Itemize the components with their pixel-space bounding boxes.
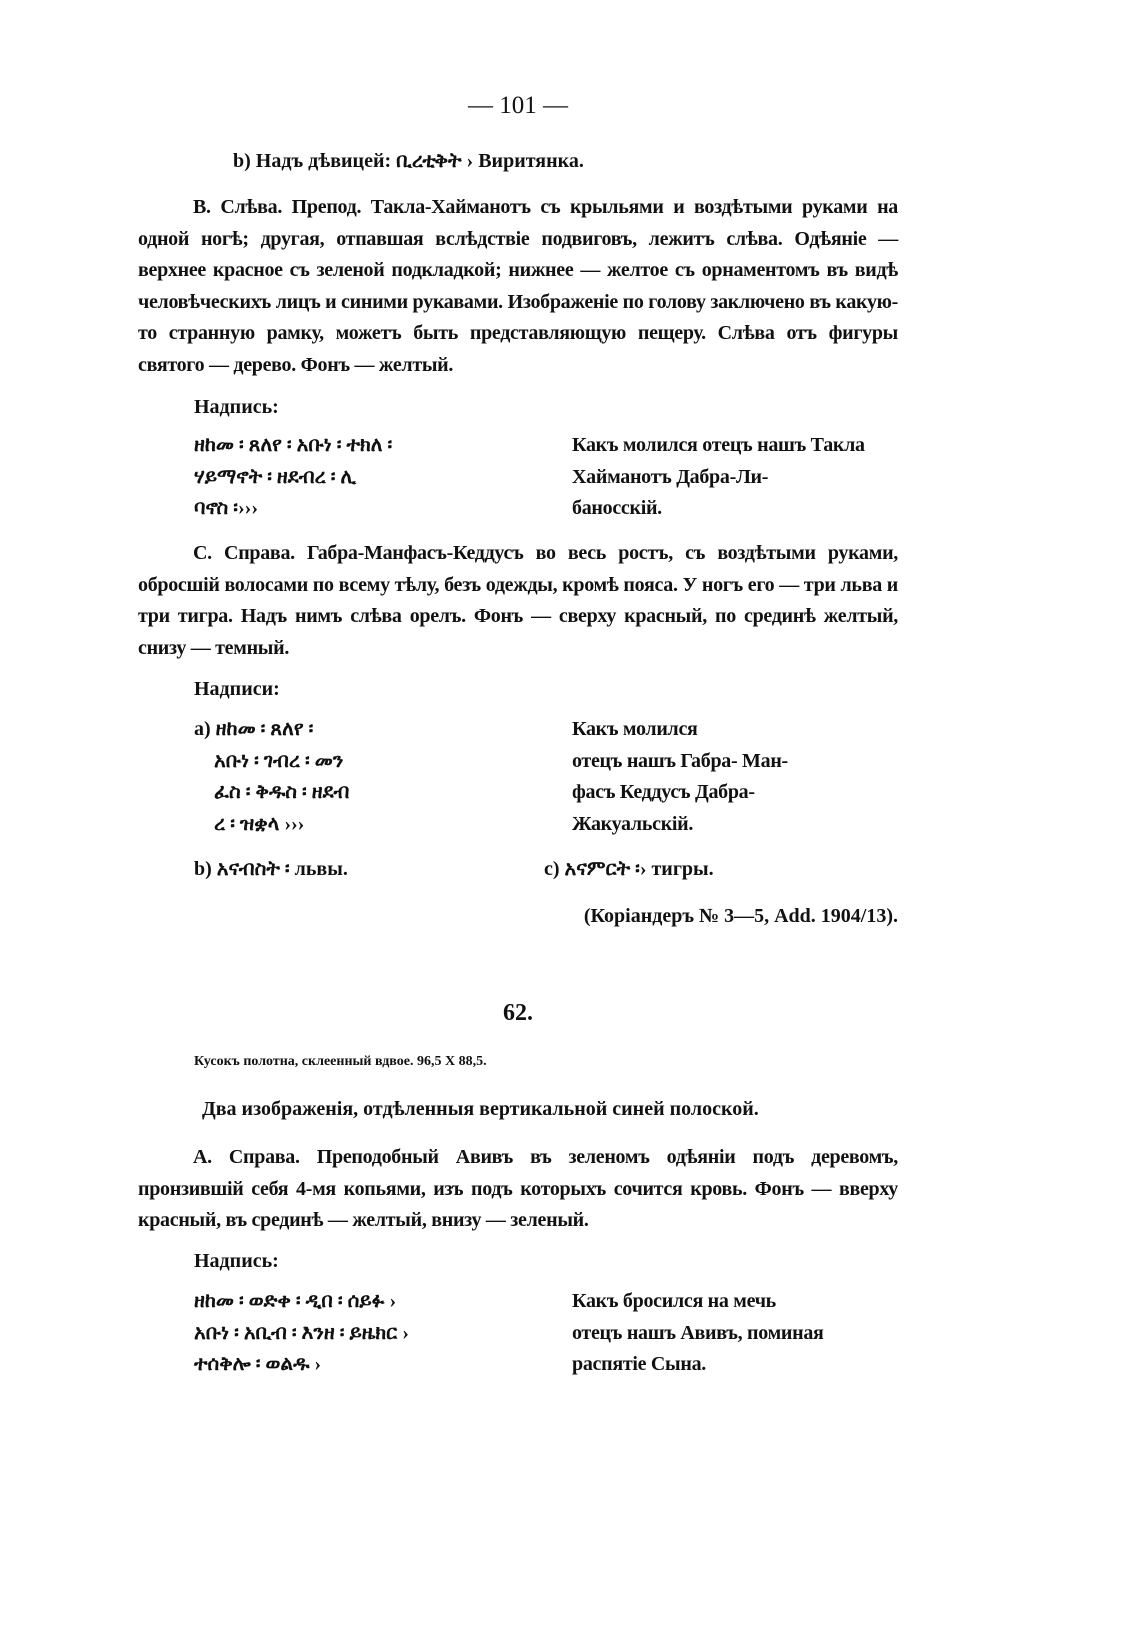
page-number: — 101 — (468, 92, 568, 119)
caption-russian: Виритянка. (478, 150, 584, 172)
intro-text: Два изображенія, отдѣленныя вертикальной синей полоской. (202, 1098, 759, 1120)
section-b-text: В. Слѣва. Препод. Такла-Хайманотъ съ крыльями и воздѣтыми руками на одной ногѣ; другая, отпавшая вслѣдствіе подвиговъ, лежитъ слѣва. Одѣяніе — верхнее красное съ зеленой подкладкой; нижнее — желтое съ орнаментомъ въ видѣ человѣческихъ лицъ и синими рукавами. Изображеніе по голову заключено въ какую-то странную рамку, можетъ быть представляющую пещеру. Слѣва отъ фигуры святого — дерево. Фонъ — желтый. (138, 196, 898, 376)
inscriptions-label: Надписи: (194, 678, 280, 700)
item-number: 62. (503, 1000, 533, 1026)
inscription-label-62: Надпись: (194, 1250, 279, 1272)
inscription-translation-62: Какъ бросился на мечь отецъ нашъ Авивъ, поминая распятіе Сына. (572, 1290, 824, 1376)
section-c-text: С. Справа. Габра-Манфасъ-Кеддусъ во весь ростъ, съ воздѣтыми руками, обросшій волосами по всему тѣлу, безъ одежды, кромѣ пояса. У ногъ его — три льва и три тигра. Надъ нимъ слѣва орелъ. Фонъ — сверху красный, по срединѣ желтый, снизу — темный. (138, 542, 898, 659)
caption-prefix: b) Надъ дѣвицей: (233, 150, 392, 172)
item-62-text: А. Справа. Преподобный Авивъ въ зеленомъ одѣяніи подъ деревомъ, пронзившій себя 4-мя копьями, изъ подъ которыхъ сочится кровь. Фонъ — вверху красный, въ срединѣ — желтый, внизу — зеленый. (138, 1146, 898, 1232)
top-caption (233, 150, 993, 173)
inscription-translation-a: Какъ молился отецъ нашъ Габра- Ман- фасъ Кеддусъ Дабра- Жакуальскій. (572, 718, 788, 835)
reference: (Коріандеръ № 3—5, Add. 1904/13). (583, 905, 898, 927)
inscription-label: Надпись: (194, 396, 279, 418)
inscription-b: b) አናብስት ፡ львы. (194, 858, 348, 880)
inscription-c: c) አናምርት ፡› тигры. (544, 858, 714, 880)
ethiopic-inscription-a: a) ዘከመ ፡ ጸለየ ፡ አቡነ ፡ ገብረ ፡ መን ፈስ ፡ ቅዱስ ፡ ዘደብ ረ ፡ ዝቋላ ››› (194, 718, 350, 835)
material-note: Кусокъ полотна, склеенный вдвое. 96,5 X 88,5. (194, 1054, 487, 1069)
caption-ethiopic: ቢረቲቅት › (396, 150, 474, 172)
ethiopic-inscription-62: ዘከመ ፡ ወድቀ ፡ ዲበ ፡ ሰይፉ › አቡነ ፡ አቢብ ፡ እንዘ ፡ ይዜክር › ተሰቅሎ ፡ ወልዱ › (194, 1290, 409, 1376)
ethiopic-inscription: ዘከመ ፡ ጸለየ ፡ አቡነ ፡ ተክለ ፡ ሃይማኖት ፡ ዘደብረ ፡ ሊ ባኖስ ፡››› (194, 434, 393, 520)
inscription-translation: Какъ молился отецъ нашъ Такла Хайманотъ Дабра-Ли- баносскій. (572, 434, 865, 520)
